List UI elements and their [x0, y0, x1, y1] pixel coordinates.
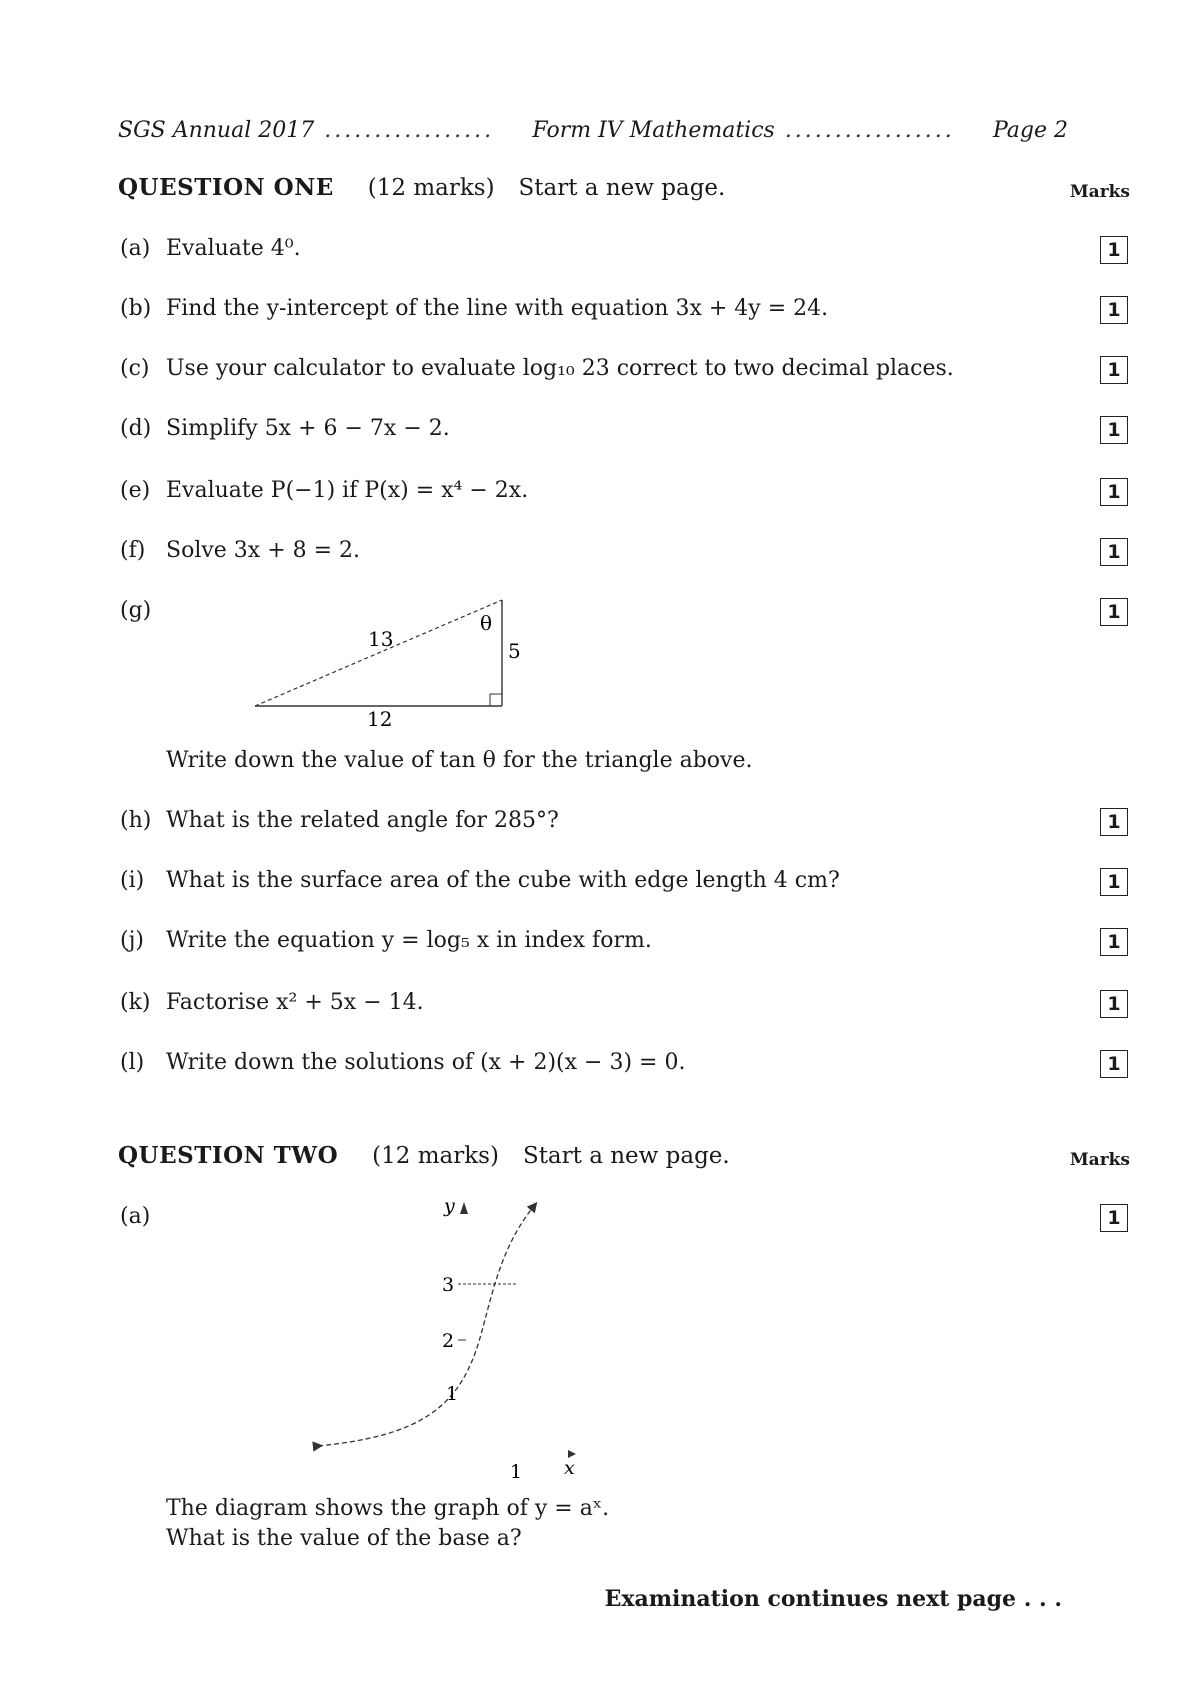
- x-axis-label: x: [564, 1457, 575, 1478]
- q2-part-a: [120, 1204, 166, 1229]
- q1-part-c: [120, 356, 954, 381]
- part-label: (d): [120, 416, 152, 441]
- part-text: Write down the solutions of (x + 2)(x − 3) = 0.: [166, 1050, 686, 1075]
- page-header: [118, 118, 1068, 143]
- x-tick-1: 1: [510, 1461, 523, 1478]
- part-label: (a): [120, 236, 151, 261]
- part-label: (i): [120, 868, 145, 893]
- mark-box: 1: [1100, 808, 1128, 836]
- part-label: (c): [120, 356, 150, 381]
- part-text: Evaluate 4⁰.: [166, 236, 301, 261]
- mark-box: 1: [1100, 928, 1128, 956]
- y-tick-1: 1: [446, 1383, 459, 1405]
- q1-part-f: [120, 538, 360, 563]
- y-axis-label: y: [444, 1195, 455, 1217]
- triangle-hyp-label: 13: [368, 627, 394, 651]
- q2-instruction: Start a new page.: [522, 1143, 730, 1169]
- triangle-vert-label: 5: [508, 639, 521, 663]
- part-text: What is the related angle for 285°?: [166, 808, 559, 833]
- q2-part-a-line1: The diagram shows the graph of y = aˣ.: [166, 1496, 610, 1521]
- q1-part-l: [120, 1050, 685, 1075]
- mark-box: 1: [1100, 356, 1128, 384]
- mark-box: 1: [1100, 1050, 1128, 1078]
- header-right: Page 2: [992, 118, 1069, 143]
- q1-part-j: [120, 928, 652, 953]
- part-label: (g): [120, 598, 152, 623]
- part-text: Simplify 5x + 6 − 7x − 2.: [166, 416, 450, 441]
- part-text: Factorise x² + 5x − 14.: [166, 990, 424, 1015]
- part-text: What is the surface area of the cube with edge length 4 cm?: [166, 868, 840, 893]
- q1-part-d: [120, 416, 450, 441]
- q1-title: QUESTION ONE: [118, 174, 334, 201]
- part-label: (a): [120, 1204, 151, 1229]
- mark-box: 1: [1100, 598, 1128, 626]
- mark-box: 1: [1100, 478, 1128, 506]
- header-center: Form IV Mathematics: [532, 118, 775, 143]
- mark-box: 1: [1100, 990, 1128, 1018]
- q1-part-a: [120, 236, 301, 261]
- q1-part-h: [120, 808, 559, 833]
- part-text: Use your calculator to evaluate log₁₀ 23 correct to two decimal places.: [166, 356, 954, 381]
- q1-part-i: [120, 868, 840, 893]
- part-text: Find the y-intercept of the line with equation 3x + 4y = 24.: [166, 296, 829, 321]
- mark-box: 1: [1100, 868, 1128, 896]
- q1-marks-label: Marks: [1069, 182, 1130, 202]
- part-text: Write the equation y = log₅ x in index form.: [166, 928, 652, 953]
- q1-part-k: [120, 990, 424, 1015]
- q1-part-g-text: Write down the value of tan θ for the triangle above.: [166, 748, 753, 773]
- header-dots-1: .................: [324, 118, 495, 143]
- triangle-diagram: [230, 590, 530, 730]
- mark-box: 1: [1100, 1204, 1128, 1232]
- mark-box: 1: [1100, 538, 1128, 566]
- right-angle-mark: [490, 694, 502, 706]
- mark-box: 1: [1100, 236, 1128, 264]
- part-label: (h): [120, 808, 152, 833]
- triangle-angle-label: θ: [480, 611, 493, 635]
- q1-part-e: [120, 478, 528, 503]
- q1-instruction: Start a new page.: [518, 175, 726, 201]
- exponential-curve: [318, 1206, 534, 1446]
- q1-part-g: [120, 598, 166, 623]
- part-text: Evaluate P(−1) if P(x) = x⁴ − 2x.: [166, 478, 529, 503]
- q2-part-a-line2: What is the value of the base a?: [166, 1526, 522, 1551]
- part-text: Solve 3x + 8 = 2.: [166, 538, 361, 563]
- q1-part-b: [120, 296, 828, 321]
- part-label: (k): [120, 990, 151, 1015]
- exponential-graph: [300, 1188, 600, 1478]
- y-axis-arrow-icon: [460, 1202, 468, 1214]
- q2-title: QUESTION TWO: [118, 1142, 339, 1169]
- header-dots-2: .................: [784, 118, 955, 143]
- q2-marks-label: Marks: [1069, 1150, 1130, 1170]
- mark-box: 1: [1100, 296, 1128, 324]
- header-left: SGS Annual 2017: [118, 118, 315, 143]
- mark-box: 1: [1100, 416, 1128, 444]
- y-tick-3: 3: [442, 1274, 455, 1296]
- q1-marks: (12 marks): [367, 175, 495, 201]
- part-label: (f): [120, 538, 146, 563]
- part-label: (b): [120, 296, 152, 321]
- triangle-hypotenuse: [255, 600, 502, 706]
- page-footer: Examination continues next page . . .: [604, 1586, 1062, 1612]
- q2-marks: (12 marks): [372, 1143, 499, 1169]
- y-tick-2: 2: [442, 1330, 455, 1352]
- q2-heading: [118, 1142, 730, 1169]
- part-label: (e): [120, 478, 151, 503]
- q1-heading: [118, 174, 725, 201]
- part-label: (l): [120, 1050, 145, 1075]
- part-label: (j): [120, 928, 144, 953]
- triangle-base-label: 12: [367, 707, 393, 730]
